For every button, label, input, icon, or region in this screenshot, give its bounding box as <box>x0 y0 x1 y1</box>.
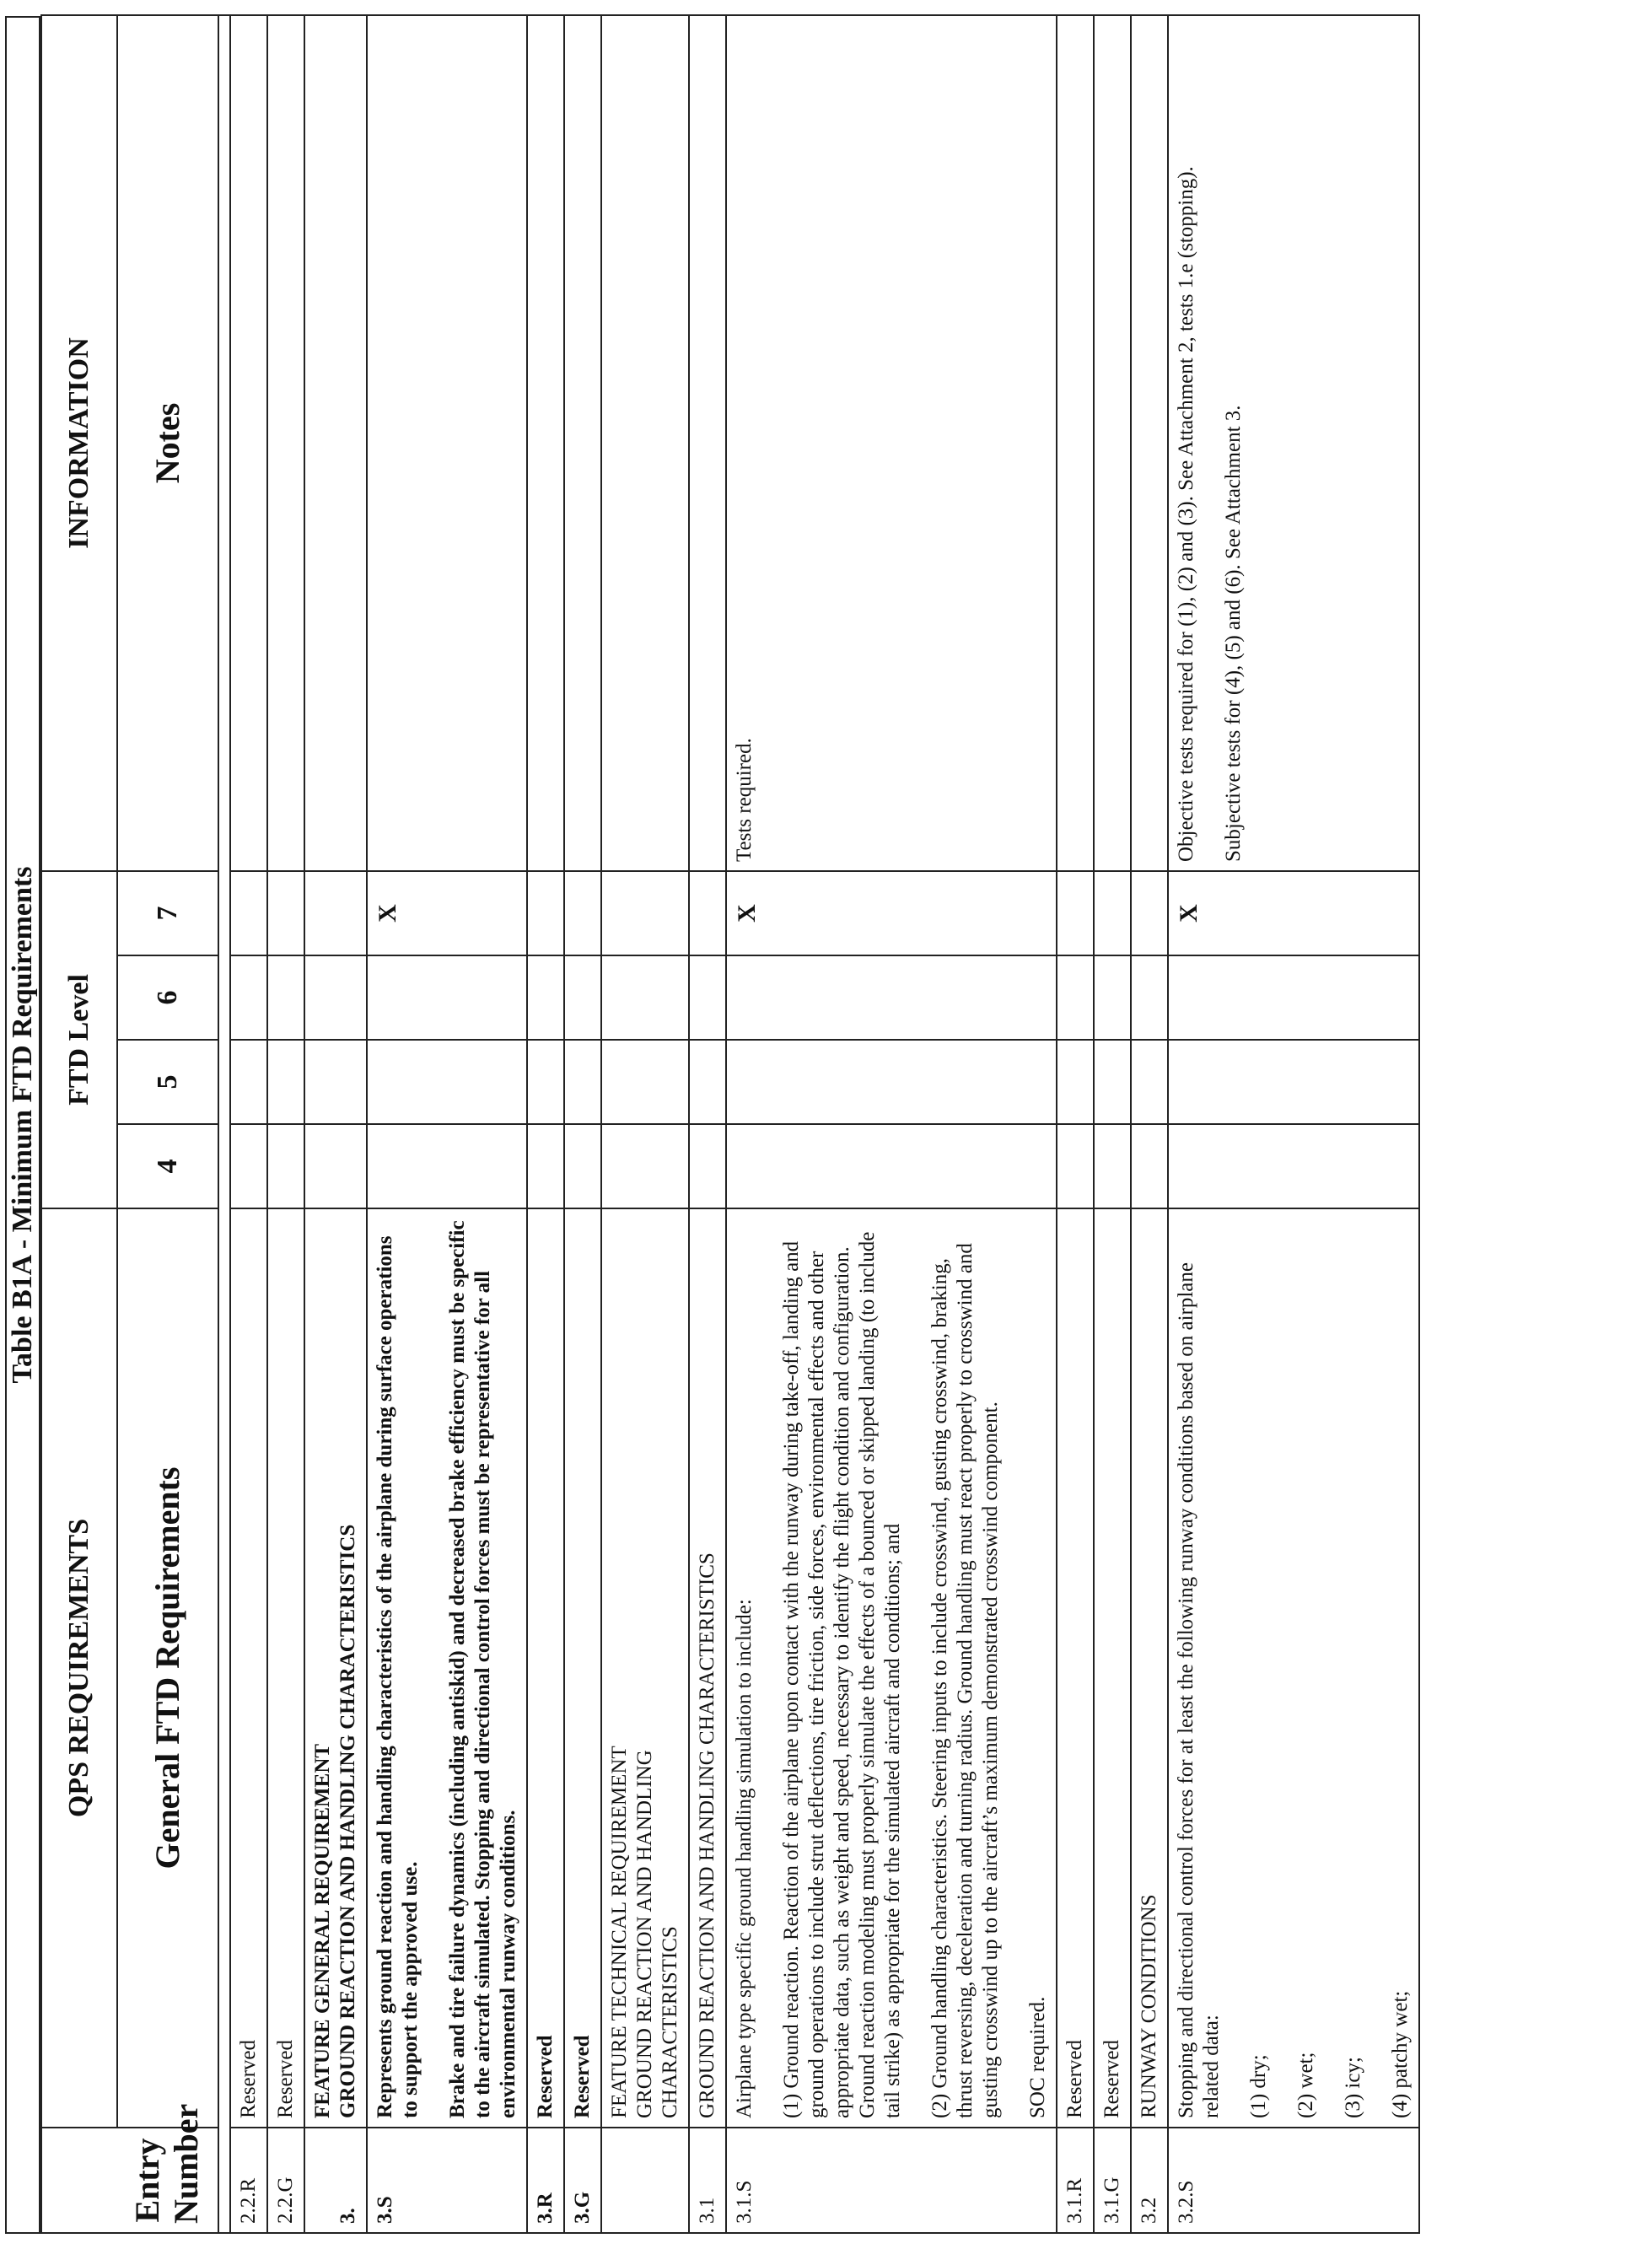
level-7-mark: X <box>1168 871 1419 955</box>
table-row <box>1131 15 1168 2233</box>
requirement-text: Represents ground reaction and handling characteristics of the airplane during surface operations to support the approved use. Brake and tire failure dynamics (including antiskid) and decreased brake efficiency must be specific to the aircraft simulated. Stopping and directional control forces must be representative for all environmental runway conditions. <box>367 1208 527 2128</box>
entry-number: 3.2.S <box>1168 2128 1419 2233</box>
entry-number: 3.R <box>527 2128 564 2233</box>
entry-number: 3.2 <box>1131 2128 1168 2233</box>
notes-header: Notes <box>117 15 218 871</box>
entry-number: 3.G <box>564 2128 601 2233</box>
information-header: INFORMATION <box>41 15 117 871</box>
table-row <box>564 15 601 2233</box>
entry-number: 3.1.R <box>1057 2128 1094 2233</box>
level-7-mark: X <box>726 871 1057 955</box>
table-row <box>267 15 304 2233</box>
qps-requirements-header: QPS REQUIREMENTS <box>41 1208 117 2128</box>
level-7-header: 7 <box>117 871 218 955</box>
table-title: Table B1A - Minimum FTD Requirements <box>5 16 40 2234</box>
entry-number: 3.1.G <box>1094 2128 1131 2233</box>
table-row <box>527 15 564 2233</box>
level-4-header: 4 <box>117 1124 218 1208</box>
requirement-text: Reserved <box>1057 1208 1094 2128</box>
requirement-text: FEATURE TECHNICAL REQUIREMENT GROUND REACTION AND HANDLING CHARACTERISTICS <box>601 1208 689 2128</box>
notes-text: Objective tests required for (1), (2) and (3). See Attachment 2, tests 1.e (stopping). Subjective tests for (4), (5) and (6). See Attachment 3. <box>1168 15 1419 871</box>
entry-number: 3.1.S <box>726 2128 1057 2233</box>
entry-number: 3.S <box>367 2128 527 2233</box>
table-row <box>726 15 1057 2233</box>
general-requirements-header: General FTD Requirements <box>117 1208 218 2128</box>
requirement-text: Reserved <box>1094 1208 1131 2128</box>
level-7-mark: X <box>367 871 527 955</box>
requirement-text: Reserved <box>267 1208 304 2128</box>
requirement-text: Stopping and directional control forces for at least the following runway conditions based on airplane related data: (1) dry; (2) wet; (3) icy; (4) patchy wet; <box>1168 1208 1419 2128</box>
table-row <box>1057 15 1094 2233</box>
table-row <box>1168 15 1419 2233</box>
table-row <box>367 15 527 2233</box>
notes-text: Tests required. <box>726 15 1057 871</box>
entry-number: 3. <box>304 2128 367 2233</box>
entry-number: 2.2.R <box>230 2128 267 2233</box>
entry-number-header: Entry Number <box>41 2128 218 2233</box>
requirements-table <box>40 14 1420 2234</box>
requirement-text: GROUND REACTION AND HANDLING CHARACTERISTICS <box>689 1208 726 2128</box>
level-5-header: 5 <box>117 1040 218 1124</box>
entry-number <box>601 2128 689 2233</box>
table-row <box>230 15 267 2233</box>
level-6-header: 6 <box>117 955 218 1040</box>
table-row <box>304 15 367 2233</box>
requirement-text: FEATURE GENERAL REQUIREMENT GROUND REACTION AND HANDLING CHARACTERISTICS <box>304 1208 367 2128</box>
entry-number: 3.1 <box>689 2128 726 2233</box>
table-row <box>689 15 726 2233</box>
requirement-text: Airplane type specific ground handling simulation to include: (1) Ground reaction. Reaction of the airplane upon contact with the runway during take-off, landing and ground operations to include strut deflections, tire friction, side forces, environmental effects and other appropriate data, such as weight and speed, necessary to identify the flight condition and configuration. Ground reaction modeling must properly simulate the effects of a bounced or skipped landing (to include tail strike) as appropriate for the simulated aircraft and conditions; and (2) Ground handling characteristics. Steering inputs to include crosswind, gusting crosswind, braking, thrust reversing, deceleration and turning radius. Ground handling must react properly to crosswind and gusting crosswind up to the aircraft’s maximum demonstrated crosswind component. SOC required. <box>726 1208 1057 2128</box>
table-row <box>601 15 689 2233</box>
requirement-text: Reserved <box>564 1208 601 2128</box>
requirement-text: Reserved <box>230 1208 267 2128</box>
ftd-level-header: FTD Level <box>41 871 117 1208</box>
table-row <box>1094 15 1131 2233</box>
requirement-text: Reserved <box>527 1208 564 2128</box>
requirement-text: RUNWAY CONDITIONS <box>1131 1208 1168 2128</box>
entry-number: 2.2.G <box>267 2128 304 2233</box>
